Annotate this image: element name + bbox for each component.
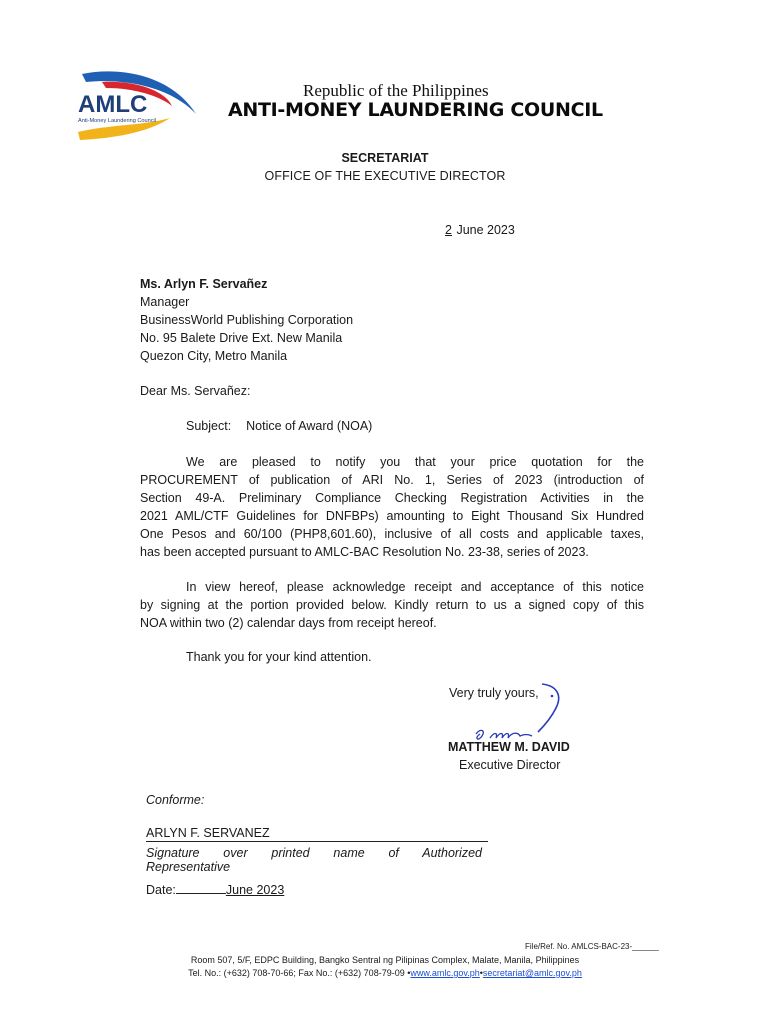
conforme-signature-line: Signature over printed name of Authorized: [146, 846, 482, 860]
signatory-name: MATTHEW M. DAVID: [448, 740, 570, 754]
letter-date: [442, 223, 515, 237]
subject-label: Subject:: [186, 419, 232, 433]
paragraph-1-line: One Pesos and 60/100 (PHP8,601.60), inclusive of all costs and applicable taxes,: [140, 527, 644, 541]
date-month-year: June 2023: [456, 223, 515, 237]
paragraph-1-line: Section 49-A. Preliminary Compliance Checking Registration Activities in the: [140, 491, 644, 505]
conforme-name: ARLYN F. SERVANEZ: [146, 826, 488, 842]
signatory-title: Executive Director: [459, 758, 561, 772]
paragraph-2: [140, 578, 644, 632]
addressee-street: No. 95 Balete Drive Ext. New Manila: [140, 331, 343, 345]
office-heading: OFFICE OF THE EXECUTIVE DIRECTOR: [264, 169, 506, 183]
date-day: 2: [445, 223, 452, 237]
paragraph-1: [140, 453, 644, 561]
paragraph-2-line: by signing at the portion provided below. Kindly return to us a signed copy of this: [140, 598, 644, 612]
conforme-date-label: Date:: [146, 883, 176, 897]
addressee-company: BusinessWorld Publishing Corporation: [140, 313, 354, 327]
addressee-name: Ms. Arlyn F. Servañez: [140, 277, 268, 291]
subject-line: [186, 419, 372, 433]
email-link[interactable]: secretariat@amlc.gov.ph: [482, 968, 582, 978]
handwritten-signature: [446, 676, 576, 746]
conforme-date: [146, 882, 284, 897]
file-reference: File/Ref. No. AMLCS-BAC-23-______: [525, 942, 659, 951]
secretariat-heading: SECRETARIAT: [341, 151, 429, 165]
paragraph-1-line: 2021 AML/CTF Guidelines for DNFBPs) amounting to Eight Thousand Six Hundred: [140, 509, 644, 523]
republic-heading: Republic of the Philippines: [303, 81, 489, 100]
footer-separator: •: [479, 968, 483, 978]
amlc-logo: [72, 66, 202, 146]
paragraph-2-line: NOA within two (2) calendar days from receipt hereof.: [140, 616, 437, 630]
conforme-signature-caption: [146, 846, 482, 874]
footer-phone-fax: Tel. No.: (+632) 708-70-66; Fax No.: (+632) 708-79-09 •: [188, 968, 411, 978]
logo-subtext: Anti-Money Laundering Council: [78, 118, 157, 124]
date-blank-line: [176, 882, 226, 894]
website-link[interactable]: www.amlc.gov.ph: [410, 968, 480, 978]
logo-text: AMLC: [78, 91, 148, 118]
paragraph-1-line: We are pleased to notify you that your price quotation for the: [186, 455, 644, 469]
addressee-title: Manager: [140, 295, 190, 309]
paragraph-1-line: has been accepted pursuant to AMLC-BAC Resolution No. 23-38, series of 2023.: [140, 545, 589, 559]
council-heading: ANTI-MONEY LAUNDERING COUNCIL: [228, 99, 603, 121]
paragraph-1-line: PROCUREMENT of publication of ARI No. 1, Series of 2023 (introduction of: [140, 473, 644, 487]
addressee-city: Quezon City, Metro Manila: [140, 349, 288, 363]
closing: Very truly yours,: [449, 686, 539, 700]
salutation: Dear Ms. Servañez:: [140, 384, 251, 398]
conforme-signature-line: Representative: [146, 860, 231, 874]
subject-text: Notice of Award (NOA): [246, 419, 373, 433]
conforme-label: Conforme:: [146, 793, 205, 807]
footer-address: Room 507, 5/F, EDPC Building, Bangko Sentral ng Pilipinas Complex, Malate, Manila, Philippines: [190, 955, 580, 965]
conforme-date-value: June 2023: [225, 883, 285, 897]
paragraph-2-line: In view hereof, please acknowledge receipt and acceptance of this notice: [186, 580, 644, 594]
footer-contact: [0, 968, 770, 978]
paragraph-3: Thank you for your kind attention.: [186, 650, 372, 664]
